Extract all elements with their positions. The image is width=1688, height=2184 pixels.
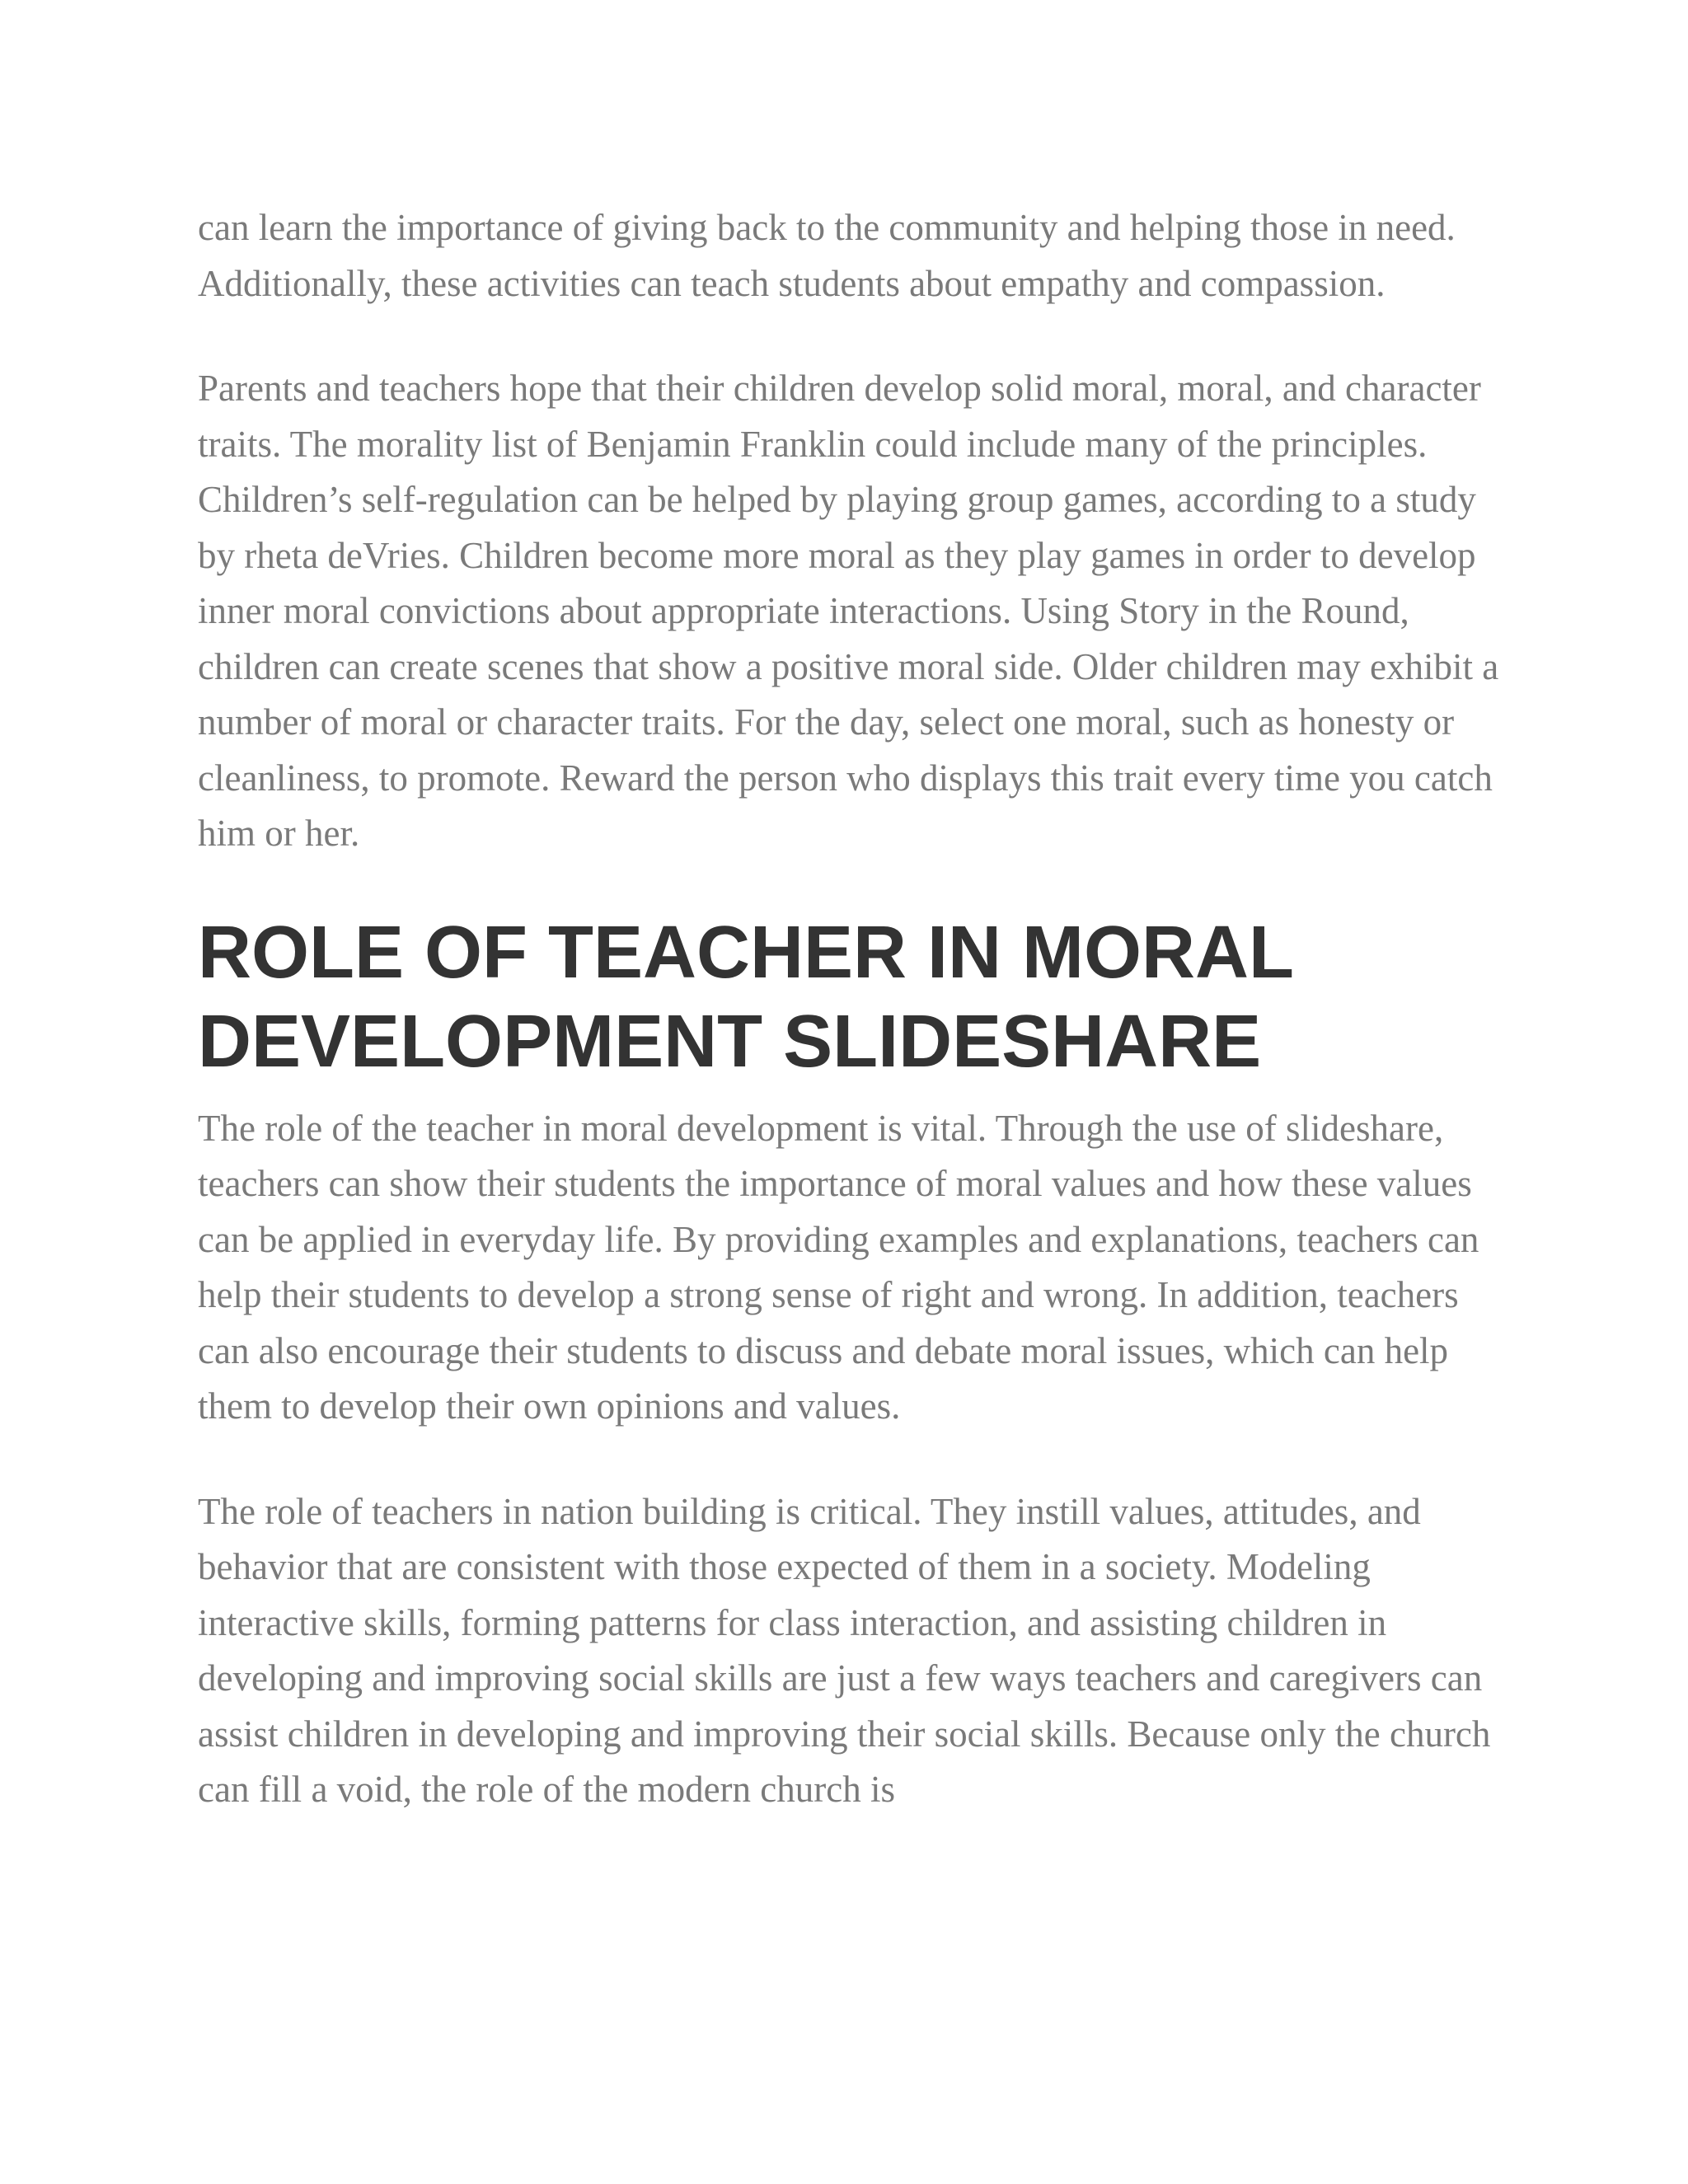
document-body [198,200,1500,1818]
paragraph-teacher-role: The role of the teacher in moral development is vital. Through the use of slideshare, teachers can show their students the importance of moral values and how these values can be applied in everyday life. By providing examples and explanations, teachers can help their students to develop a strong sense of right and wrong. In addition, teachers can also encourage their students to discuss and debate moral issues, which can help them to develop their own opinions and values. [198,1107,1479,1427]
paragraph-community-service: can learn the importance of giving back to the community and helping those in need. Additionally, these activities can teach students about empathy and compassion. [198,207,1456,304]
paragraph-nation-building: The role of teachers in nation building is critical. They instill values, attitudes, and behavior that are consistent with those expected of them in a society. Modeling interactive skills, forming patterns for class interaction, and assisting children in developing and improving social skills are just a few ways teachers and caregivers can assist children in developing and improving their social skills. Because only the church can fill a void, the role of the modern church is [198,1490,1491,1810]
section-heading: ROLE OF TEACHER IN MORAL DEVELOPMENT SLIDESHARE [198,911,1293,1083]
paragraph-moral-traits: Parents and teachers hope that their children develop solid moral, moral, and character traits. The morality list of Benjamin Franklin could include many of the principles. Children’s self-regulation can be helped by playing group games, according to a study by rheta deVries. Children become more moral as they play games in order to develop inner moral convictions about appropriate interactions. Using Story in the Round, children can create scenes that show a positive moral side. Older children may exhibit a number of moral or character traits. For the day, select one moral, such as honesty or cleanliness, to promote. Reward the person who displays this trait every time you catch him or her. [198,368,1499,854]
